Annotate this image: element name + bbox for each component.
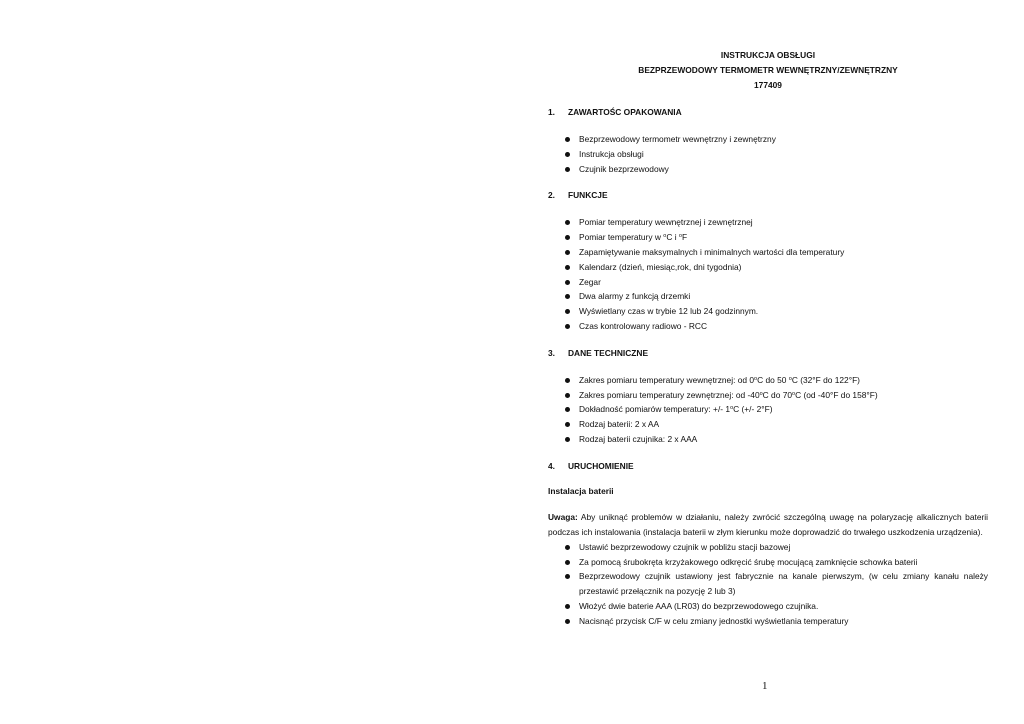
list-item: Wyświetlany czas w trybie 12 lub 24 godzinnym. [548,304,988,319]
list-item: Dokładność pomiarów temperatury: +/- 1$^o$C (+/- 2°F) [548,402,988,417]
battery-subtitle: Instalacja baterii [548,485,614,496]
battery-steps-list [548,540,988,629]
list-item: Za pomocą śrubokręta krzyżakowego odkręcić śrubę mocującą zamknięcie schowka baterii [548,555,988,570]
list-item: Czas kontrolowany radiowo - RCC [548,319,988,334]
list-item: Nacisnąć przycisk C/F w celu zmiany jednostki wyświetlania temperatury [548,614,988,629]
list-item: Włożyć dwie baterie AAA (LR03) do bezprzewodowego czujnika. [548,599,988,614]
list-item: Zakres pomiaru temperatury zewnętrznej: od -40$^o$C do 70$^o$C (od -40°F do 158°F) [548,388,988,403]
section-title: ZAWARTOŚC OPAKOWANIA [568,107,682,117]
section-number: 1. [548,107,555,117]
section-3-list [548,373,988,447]
list-item: Czujnik bezprzewodowy [548,162,988,177]
list-item: Pomiar temperatury wewnętrznej i zewnętrznej [548,215,988,230]
section-title: FUNKCJE [568,190,608,201]
list-item: Zapamiętywanie maksymalnych i minimalnych wartości dla temperatury [548,245,988,260]
section-heading-1 [548,107,988,117]
list-item: Rodzaj baterii czujnika: 2 x AAA [548,432,988,447]
section-title: DANE TECHNICZNE [568,347,649,358]
doc-title-line1: INSTRUKCJA OBSŁUGI [720,50,816,60]
list-item: Bezprzewodowy czujnik ustawiony jest fabrycznie na kanale pierwszym, (w celu zmiany kanału należy przestawić przełącznik na pozycję 2 lub 3) [548,569,988,599]
list-item: Zegar [548,275,988,290]
section-2-list [548,215,988,333]
list-item: Bezprzewodowy termometr wewnętrzny i zewnętrzny [548,132,988,147]
battery-note [548,510,988,540]
section-1-list [548,132,988,176]
doc-title-line3: 177409 [754,80,782,90]
section-heading-3 [548,348,988,358]
section-number: 2. [548,190,555,201]
section-number: 4. [548,460,555,471]
section-heading-4 [548,461,988,471]
section-number: 3. [548,347,555,358]
list-item: Rodzaj baterii: 2 x AA [548,417,988,432]
list-item: Ustawić bezprzewodowy czujnik w pobliżu stacji bazowej [548,540,988,555]
note-label: Uwaga: [548,511,578,522]
list-item: Dwa alarmy z funkcją drzemki [548,289,988,304]
list-item: Kalendarz (dzień, miesiąc,rok, dni tygodnia) [548,260,988,275]
list-item: Pomiar temperatury w $^o$C i $^o$F [548,230,988,245]
section-heading-2 [548,190,988,200]
section-title: URUCHOMIENIE [568,460,634,471]
doc-title-line2: BEZPRZEWODOWY TERMOMETR WEWNĘTRZNY/ZEWNĘTRZNY [638,65,898,75]
list-item: Instrukcja obsługi [548,147,988,162]
page-number: 1 [762,680,768,692]
document-page [548,48,988,629]
list-item: Zakres pomiaru temperatury wewnętrznej: od 0$^o$C do 50 $^o$C (32°F do 122°F) [548,373,988,388]
note-text: Aby uniknąć problemów w działaniu, należy zwrócić szczególną uwagę na polaryzację alkalicznych baterii podczas ich instalowania (instalacja baterii w złym kierunku może doprowadzić do trwałego uszkodzenia urządzenia). [548,511,988,537]
